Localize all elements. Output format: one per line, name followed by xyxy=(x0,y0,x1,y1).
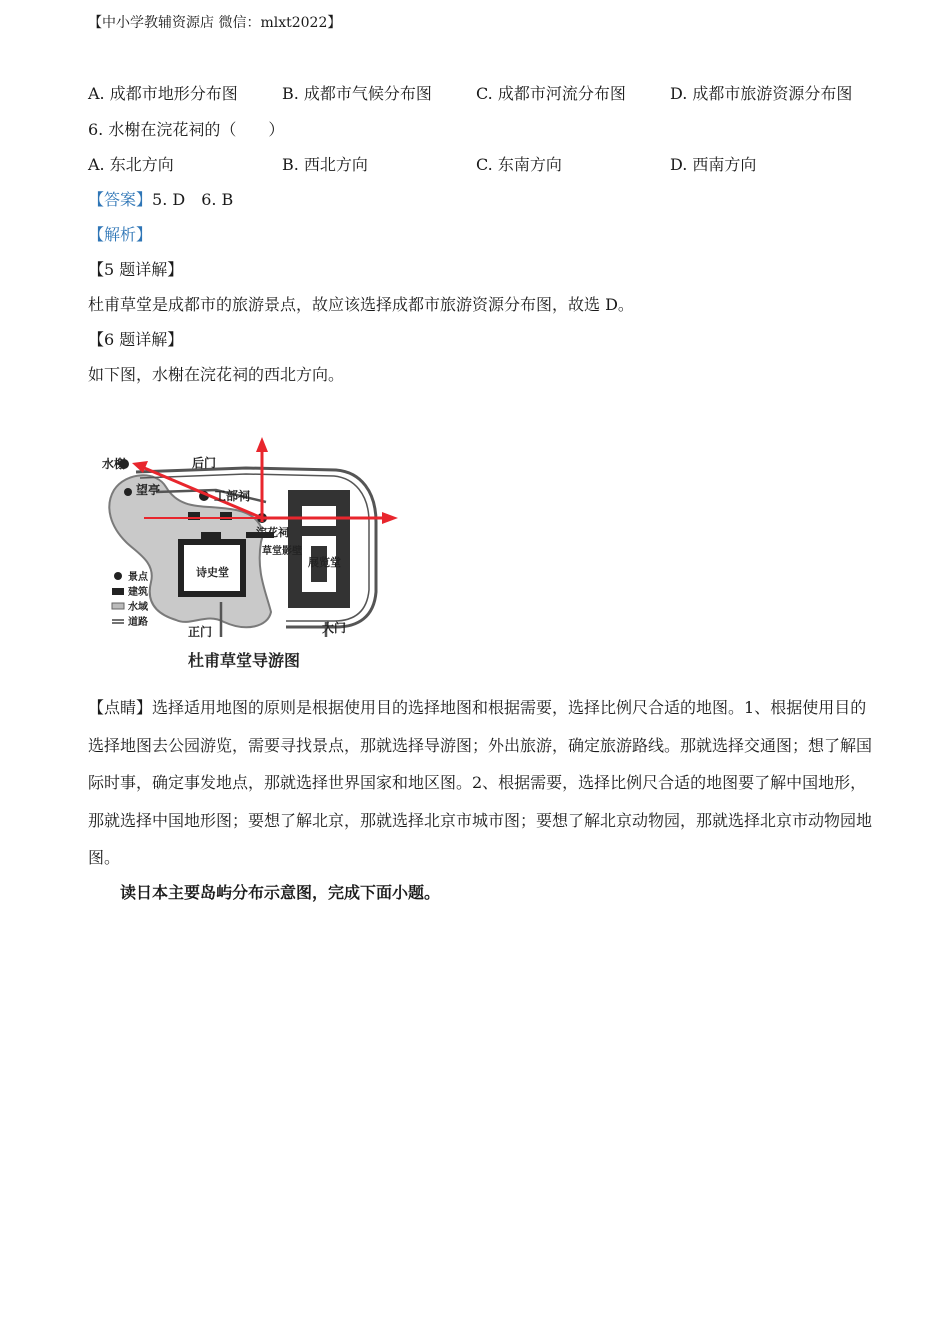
answer-line xyxy=(88,187,233,210)
legend-item-water: 水域 xyxy=(128,602,148,613)
q6-stem: 6. 水榭在浣花祠的（ ） xyxy=(88,120,285,139)
label-huanhuaci: 浣花祠 xyxy=(256,526,289,539)
label-wangting: 望亭 xyxy=(136,483,161,497)
label-zhengmen: 正门 xyxy=(188,625,213,639)
arrow-north-head xyxy=(256,437,268,452)
q6-option-b: B. 西北方向 xyxy=(282,155,368,174)
tip-paragraph xyxy=(88,689,878,877)
point-wangting xyxy=(124,488,132,496)
label-zhanlantang: 展览堂 xyxy=(308,556,341,569)
q6-detail-title: 【6 题详解】 xyxy=(88,330,184,349)
q5-option-a: A. 成都市地形分布图 xyxy=(88,84,238,103)
label-caotangyingbi: 草堂影壁 xyxy=(262,546,302,557)
label-gongbuci: 工部祠 xyxy=(214,489,251,503)
answer-label: 【答案】 xyxy=(88,190,153,209)
legend-item-building: 建筑 xyxy=(128,587,148,598)
building-shishitang-top xyxy=(201,532,221,544)
arrow-east-head xyxy=(382,512,398,524)
label-shuixie: 水榭 xyxy=(102,457,127,471)
dufu-caotang-map xyxy=(96,432,406,682)
q6-option-a: A. 东北方向 xyxy=(88,155,174,174)
q6-option-d: D. 西南方向 xyxy=(670,155,757,174)
map-legend xyxy=(112,570,149,628)
q6-detail-text: 如下图，水榭在浣花祠的西北方向。 xyxy=(88,365,345,384)
answer-text: 5. D 6. B xyxy=(152,190,234,209)
q6-option-c: C. 东南方向 xyxy=(476,155,562,174)
q5-option-c: C. 成都市河流分布图 xyxy=(476,84,626,103)
q5-option-d: D. 成都市旅游资源分布图 xyxy=(670,84,853,103)
building-zhanlantang-inner xyxy=(302,506,336,526)
tip-text: 选择适用地图的原则是根据使用目的选择地图和根据需要，选择比例尺合适的地图。1、根据使用目的选择地图去公园游览，需要寻找景点，那就选择导游图；外出旅游，确定旅游路线。那就选择交通图；想了解国际时事，确定事发地点，那就选择世界国家和地区图。2、根据需要，选择比例尺合适的地图要了解中国地形，那就选择中国地形图；要想了解北京，那就选择北京市城市图；要想了解北京动物园，那就选择北京市动物园地图。 xyxy=(88,698,873,867)
analysis-label: 【解析】 xyxy=(88,225,153,244)
q5-detail-title: 【5 题详解】 xyxy=(88,260,184,279)
label-houmen: 后门 xyxy=(192,456,217,470)
tip-label: 【点睛】 xyxy=(88,698,153,717)
label-shishitang: 诗史堂 xyxy=(196,566,229,579)
page-header: 【中小学教辅资源店 微信：mlxt2022】 xyxy=(88,15,342,31)
legend-item-road: 道路 xyxy=(128,617,148,628)
legend-item-point: 景点 xyxy=(128,572,148,583)
q5-option-b: B. 成都市气候分布图 xyxy=(282,84,432,103)
map-title: 杜甫草堂导游图 xyxy=(188,651,301,670)
next-question-prompt: 读日本主要岛屿分布示意图，完成下面小题。 xyxy=(120,883,441,902)
label-damen: 大门 xyxy=(322,621,347,635)
q5-detail-text: 杜甫草堂是成都市的旅游景点，故应该选择成都市旅游资源分布图，故选 D。 xyxy=(88,295,634,314)
